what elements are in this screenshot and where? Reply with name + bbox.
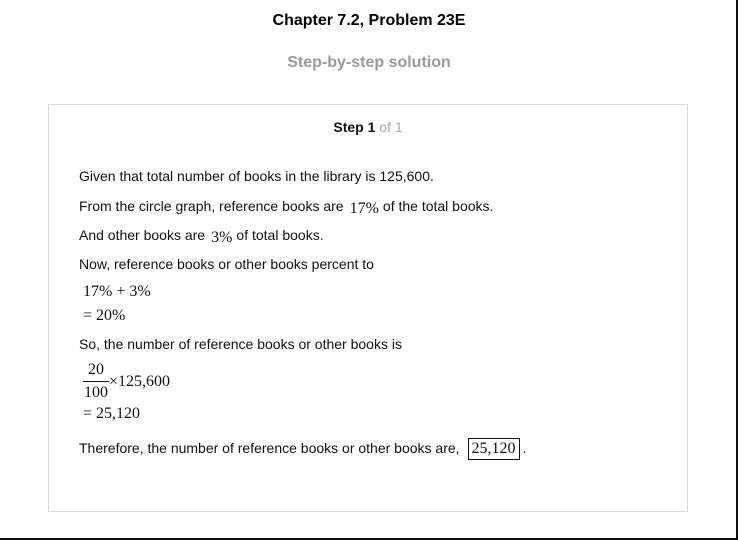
final-answer-suffix: . — [522, 440, 527, 456]
given-statement: Given that total number of books in the library is 125,600. — [79, 168, 434, 184]
solution-card — [48, 104, 688, 512]
reference-books-suffix: of the total books. — [382, 198, 494, 214]
solution-subtitle: Step-by-step solution — [287, 54, 451, 71]
reference-percent: 17% — [349, 200, 379, 217]
step-header — [49, 119, 687, 135]
fraction — [83, 361, 109, 402]
count-result: = 25,120 — [83, 405, 141, 422]
step-label: Step 1 — [333, 119, 376, 135]
chapter-title: Chapter 7.2, Problem 23E — [272, 12, 466, 29]
other-percent: 3% — [211, 229, 233, 246]
other-books-statement — [79, 227, 324, 247]
fraction-denominator: 100 — [84, 384, 108, 401]
count-fraction-equation — [83, 361, 170, 402]
reference-books-statement — [79, 198, 493, 218]
final-answer-prefix: Therefore, the number of reference books or other books are, — [79, 440, 460, 456]
final-answer-box: 25,120 — [468, 438, 520, 460]
other-books-suffix: of total books. — [236, 227, 324, 243]
final-answer-statement — [79, 438, 526, 460]
other-books-prefix: And other books are — [79, 227, 206, 243]
percent-sum-statement: Now, reference books or other books percent to — [79, 256, 374, 272]
percent-sum-result: = 20% — [83, 307, 126, 324]
fraction-numerator: 20 — [88, 361, 104, 378]
count-statement: So, the number of reference books or other books is — [79, 336, 402, 352]
percent-sum-equation: 17% + 3% — [83, 283, 151, 300]
step-count: of 1 — [379, 119, 403, 135]
fraction-multiplier: ×125,600 — [109, 372, 171, 390]
reference-books-prefix: From the circle graph, reference books are — [79, 198, 344, 214]
